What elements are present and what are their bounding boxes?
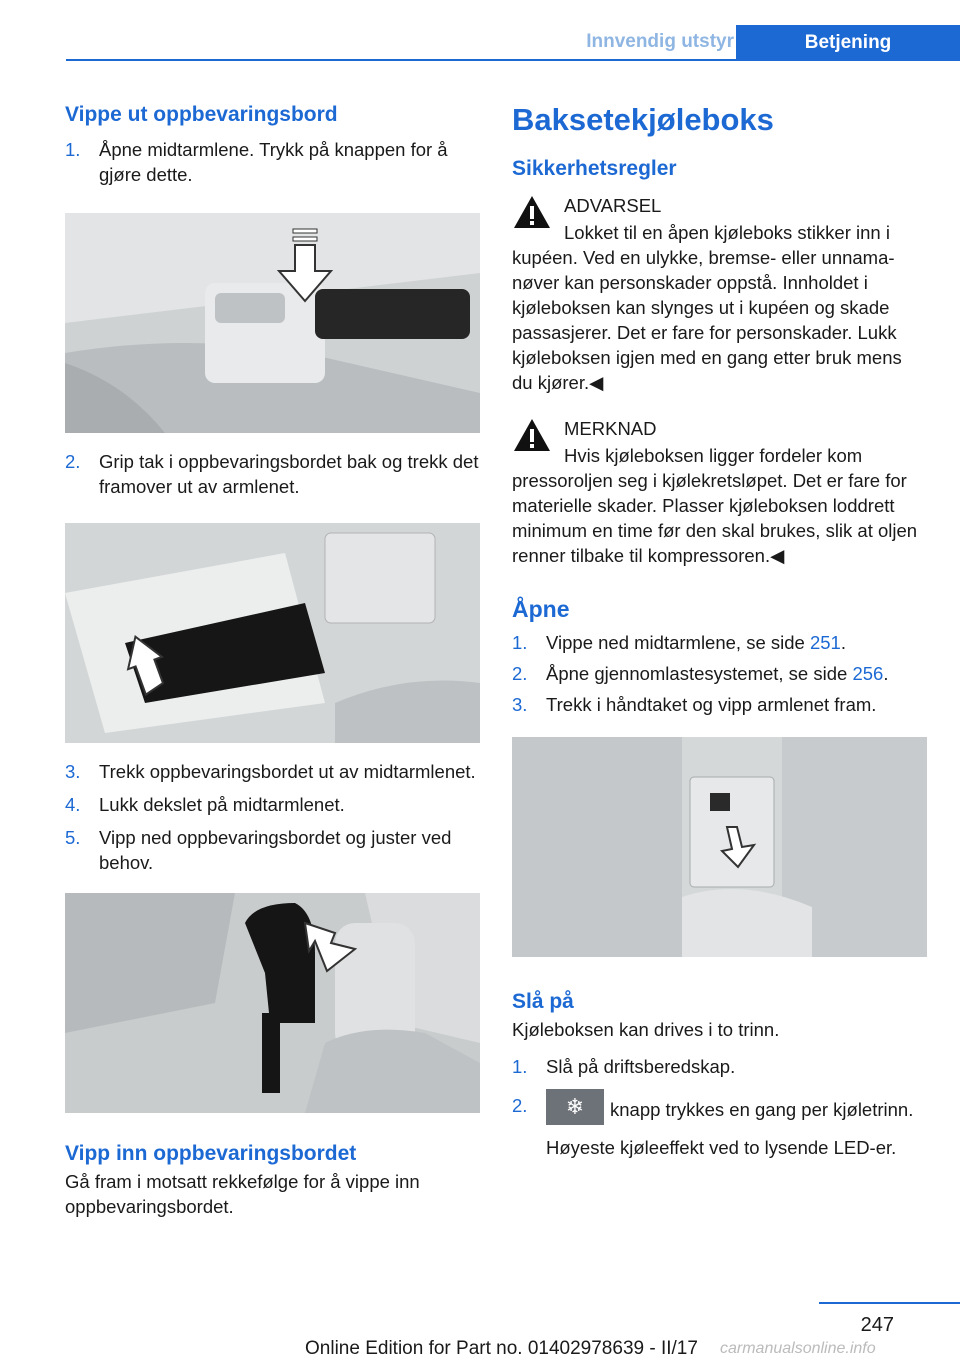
left-column bbox=[65, 100, 480, 1219]
header-rule bbox=[66, 59, 960, 61]
step-text: Åpne midtarmlene. Trykk på knappen for å gjøre dette. bbox=[99, 139, 448, 185]
on-step-2 bbox=[512, 1093, 927, 1160]
heading-open: Åpne bbox=[512, 596, 570, 622]
step-number: 5. bbox=[65, 827, 81, 848]
step-text: Lukk dekslet på midtarmlenet. bbox=[99, 794, 345, 815]
step-note: Høyeste kjøleeffekt ved to lysende LED-er. bbox=[546, 1137, 897, 1158]
heading-tilt-in: Vipp inn oppbevaringsbordet bbox=[65, 1142, 357, 1165]
step-number: 2. bbox=[65, 451, 81, 472]
photo-cooler-armrest bbox=[512, 737, 927, 957]
step-number: 1. bbox=[65, 139, 81, 160]
open-step-3 bbox=[512, 692, 927, 717]
step-number: 1. bbox=[512, 1056, 528, 1077]
on-step-1 bbox=[512, 1054, 927, 1079]
watermark: carmanualsonline.info bbox=[720, 1340, 876, 1357]
photo-storage-table-pull bbox=[65, 523, 480, 743]
heading-switch-on: Slå på bbox=[512, 990, 574, 1013]
step-end: . bbox=[883, 663, 889, 684]
step-4 bbox=[65, 792, 480, 817]
footer-rule bbox=[819, 1302, 960, 1304]
step-number: 4. bbox=[65, 794, 81, 815]
warning-title: ADVARSEL bbox=[564, 195, 662, 216]
notice-text: pressoroljen seg i kjølekretsløpet. Det er fare for materielle skader. Plasser kjøleboksen loddrett minimum en time før den skal brukes, slik at oljen renner tilbake til kompressoren.◀ bbox=[512, 470, 918, 566]
step-number: 1. bbox=[512, 632, 528, 653]
step-text: Trekk i håndtaket og vipp armlenet fram. bbox=[546, 694, 877, 715]
header-tab-active[interactable]: Betjening bbox=[736, 25, 960, 61]
open-step-1 bbox=[512, 630, 927, 655]
step-1 bbox=[65, 137, 480, 187]
warning-first-line: Lokket til en åpen kjøleboks stikker inn i bbox=[564, 222, 890, 243]
step-number: 3. bbox=[65, 761, 81, 782]
page-header bbox=[66, 25, 960, 61]
step-text: Slå på driftsberedskap. bbox=[546, 1056, 736, 1077]
step-end: . bbox=[840, 632, 846, 653]
step-text: Grip tak i oppbevaringsbordet bak og trekk det framover ut av armlenet. bbox=[99, 451, 479, 497]
edition-text: Online Edition for Part no. 01402978639 - II/17 bbox=[305, 1338, 698, 1359]
title-rear-cooler: Baksetekjøleboks bbox=[512, 102, 774, 137]
step-5 bbox=[65, 825, 480, 875]
notice-first-line: Hvis kjøleboksen ligger fordeler kom bbox=[564, 445, 863, 466]
step-number: 3. bbox=[512, 694, 528, 715]
step-text: Åpne gjennomlastesystemet, se side bbox=[546, 663, 853, 684]
paragraph-switch-on: Kjøleboksen kan drives i to trinn. bbox=[512, 1019, 780, 1040]
step-text: Trekk oppbevaringsbordet ut av midtarmlenet. bbox=[99, 761, 476, 782]
open-step-2 bbox=[512, 661, 927, 686]
warning-triangle-icon bbox=[512, 194, 552, 230]
header-section[interactable]: Innvendig utstyr bbox=[586, 31, 734, 52]
step-text: Vipp ned oppbevaringsbordet og juster ved behov. bbox=[99, 827, 452, 873]
warning-text: kupéen. Ved en ulykke, bremse- eller unnamanøver kan personskader oppstå. Innholdet i kjøleboksen kan slynges ut i kupéen og skade passasjerer. Det er fare for personskader. Lukk kjøleboksen igjen med en gang etter bruk mens du kjører.◀ bbox=[512, 247, 902, 393]
step-2 bbox=[65, 449, 480, 499]
right-column bbox=[512, 100, 927, 1160]
page-link-251[interactable]: 251 bbox=[809, 632, 841, 653]
paragraph-tilt-in: Gå fram i motsatt rekkefølge for å vippe inn oppbevaringsbordet. bbox=[65, 1171, 420, 1217]
step-number: 2. bbox=[512, 1095, 528, 1116]
subtitle-safety: Sikkerhetsregler bbox=[512, 157, 677, 180]
photo-storage-table-adjust bbox=[65, 893, 480, 1113]
notice-block bbox=[512, 415, 927, 568]
page-number: 247 bbox=[860, 1314, 894, 1336]
page-link-256[interactable]: 256 bbox=[852, 663, 884, 684]
cooling-button[interactable] bbox=[546, 1089, 604, 1125]
step-number: 2. bbox=[512, 663, 528, 684]
step-text: knapp trykkes en gang per kjøletrinn. bbox=[610, 1098, 914, 1120]
photo-armrest-button bbox=[65, 213, 480, 433]
snowflake-icon: ❄ bbox=[565, 1094, 585, 1119]
notice-title: MERKNAD bbox=[564, 418, 657, 439]
warning-triangle-icon bbox=[512, 417, 552, 453]
step-text: Vippe ned midtarmlene, se side bbox=[546, 632, 810, 653]
step-3 bbox=[65, 759, 480, 784]
heading-tilt-out: Vippe ut oppbevaringsbord bbox=[65, 103, 338, 126]
warning-block bbox=[512, 192, 927, 395]
